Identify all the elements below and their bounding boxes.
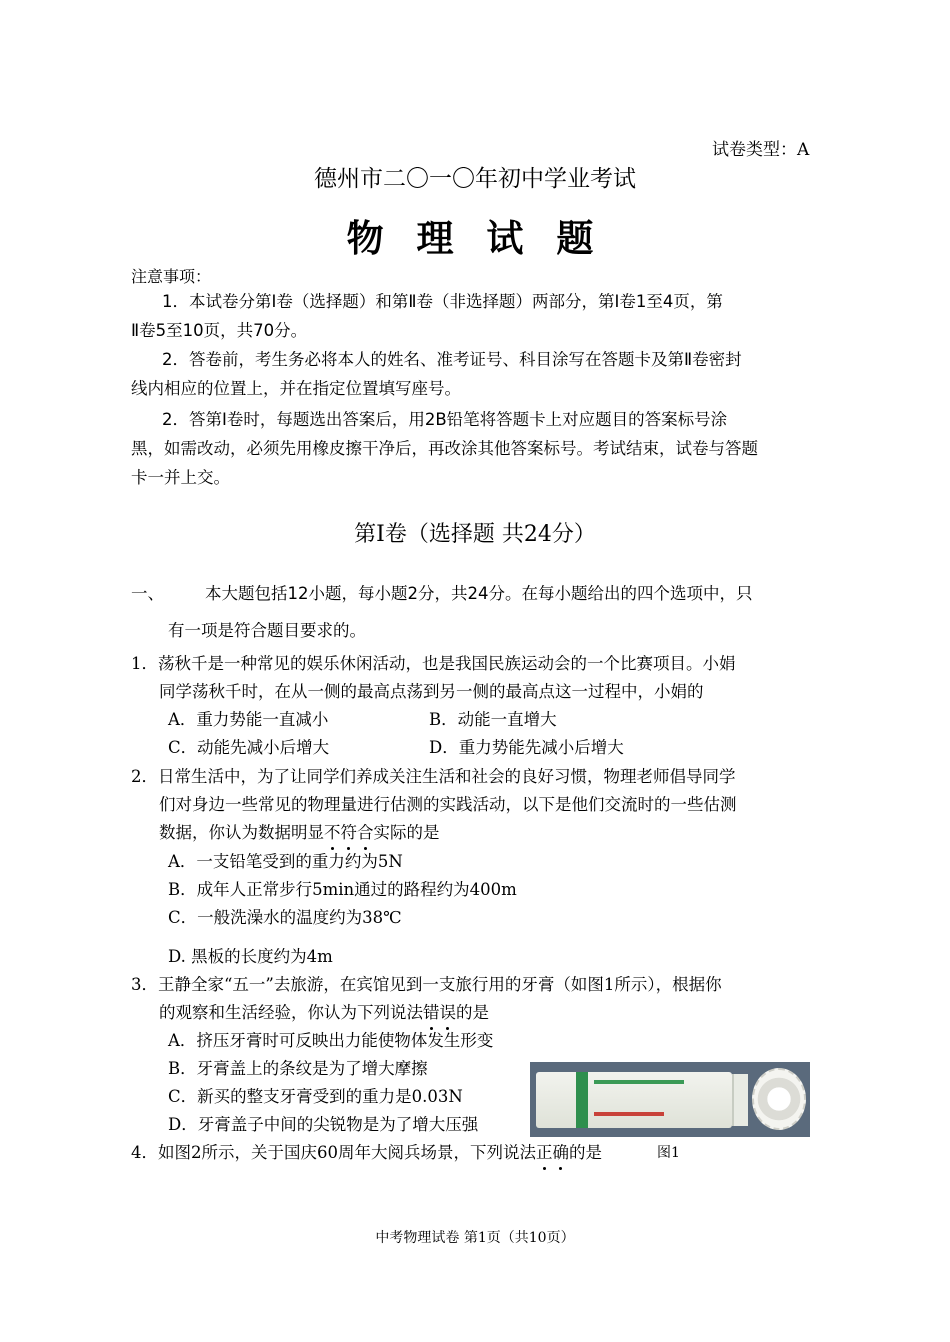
toothpaste-cap-top-view bbox=[752, 1068, 806, 1130]
question-4-line-end: 的是 bbox=[569, 1143, 602, 1162]
toothpaste-cap bbox=[732, 1074, 748, 1126]
emphasis-char: 正 bbox=[536, 1139, 553, 1163]
note-3-line-1: 2．答第Ⅰ卷时，每题选出答案后，用2B铅笔将答题卡上对应题目的答案标号涂 bbox=[162, 410, 728, 429]
question-4-line bbox=[131, 1139, 602, 1163]
page-footer: 中考物理试卷 第1页（共10页） bbox=[375, 1230, 575, 1246]
question-2-line-3-start: 数据，你认为数据明显 bbox=[159, 823, 324, 842]
question-3-line-1: 3．王静全家“五一”去旅游，在宾馆见到一支旅行用的牙膏（如图1所示），根据你 bbox=[131, 975, 722, 994]
note-3-line-2: 黑，如需改动，必须先用橡皮擦干净后，再改涂其他答案标号。考试结束，试卷与答题 bbox=[131, 439, 758, 458]
tube-band bbox=[576, 1072, 588, 1128]
question-3-line-2-end: 的是 bbox=[456, 1003, 489, 1022]
part-instruction-line-2: 有一项是符合题目要求的。 bbox=[168, 621, 366, 640]
emphasis-char: 合 bbox=[357, 819, 374, 843]
toothpaste-tube bbox=[536, 1072, 732, 1128]
question-2-line-2: 们对身边一些常见的物理量进行估测的实践活动，以下是他们交流时的一些估测 bbox=[159, 795, 737, 814]
question-1-option-a: A．重力势能一直减小 bbox=[168, 710, 329, 729]
emphasis-char: 确 bbox=[553, 1139, 570, 1163]
question-1-option-b: B．动能一直增大 bbox=[429, 710, 557, 729]
question-3-line-2 bbox=[159, 999, 489, 1023]
exam-title: 德州市二〇一〇年初中学业考试 bbox=[314, 166, 636, 192]
tube-stripe bbox=[594, 1080, 684, 1084]
notes-heading: 注意事项： bbox=[131, 267, 212, 286]
note-3-line-3: 卡一并上交。 bbox=[131, 468, 230, 487]
question-4-line-start: 4．如图2所示，关于国庆60周年大阅兵场景，下列说法 bbox=[131, 1143, 536, 1162]
subject-title: 物 理 试 题 bbox=[346, 217, 604, 260]
emphasis-char: 误 bbox=[440, 999, 457, 1023]
figure-1-label: 图1 bbox=[657, 1145, 680, 1161]
toothpaste-photo bbox=[530, 1062, 810, 1137]
part-number: 一、 bbox=[131, 584, 164, 603]
question-2-line-1: 2．日常生活中，为了让同学们养成关注生活和社会的良好习惯，物理老师倡导同学 bbox=[131, 767, 736, 786]
question-2-line-3 bbox=[159, 819, 440, 843]
emphasis-char: 符 bbox=[341, 819, 358, 843]
part-instruction-line-1: 本大题包括12小题，每小题2分，共24分。在每小题给出的四个选项中，只 bbox=[205, 584, 753, 603]
exam-type: 试卷类型：A bbox=[712, 140, 810, 160]
question-3-line-2-start: 的观察和生活经验，你认为下列说法 bbox=[159, 1003, 423, 1022]
question-1-option-d: D．重力势能先减小后增大 bbox=[429, 738, 624, 757]
question-2-option-d: D. 黑板的长度约为4m bbox=[168, 947, 333, 966]
question-3-option-c: C．新买的整支牙膏受到的重力是0.03N bbox=[168, 1087, 463, 1106]
question-1-option-c: C．动能先减小后增大 bbox=[168, 738, 330, 757]
question-3-option-a: A．挤压牙膏时可反映出力能使物体发生形变 bbox=[168, 1031, 494, 1050]
question-2-option-b: B．成年人正常步行5min通过的路程约为400m bbox=[168, 880, 517, 899]
question-2-option-c: C．一般洗澡水的温度约为38℃ bbox=[168, 908, 402, 927]
emphasis-char: 不 bbox=[324, 819, 341, 843]
note-2-line-2: 线内相应的位置上，并在指定位置填写座号。 bbox=[131, 379, 461, 398]
question-3-option-d: D．牙膏盖子中间的尖锐物是为了增大压强 bbox=[168, 1115, 479, 1134]
question-3-option-b: B．牙膏盖上的条纹是为了增大摩擦 bbox=[168, 1059, 428, 1078]
note-1-line-2: Ⅱ卷5至10页，共70分。 bbox=[131, 321, 308, 340]
question-1-line-1: 1．荡秋千是一种常见的娱乐休闲活动，也是我国民族运动会的一个比赛项目。小娟 bbox=[131, 654, 736, 673]
tube-stripe bbox=[594, 1112, 664, 1116]
question-2-option-a: A．一支铅笔受到的重力约为5N bbox=[168, 852, 403, 871]
section-title: 第Ⅰ卷（选择题 共24分） bbox=[354, 522, 596, 547]
question-1-line-2: 同学荡秋千时，在从一侧的最高点荡到另一侧的最高点这一过程中，小娟的 bbox=[159, 682, 704, 701]
note-2-line-1: 2．答卷前，考生务必将本人的姓名、准考证号、科目涂写在答题卡及第Ⅱ卷密封 bbox=[162, 350, 742, 369]
question-2-line-3-end: 实际的是 bbox=[373, 823, 440, 842]
emphasis-char: 错 bbox=[423, 999, 440, 1023]
note-1-line-1: 1．本试卷分第Ⅰ卷（选择题）和第Ⅱ卷（非选择题）两部分，第Ⅰ卷1至4页，第 bbox=[162, 292, 723, 311]
